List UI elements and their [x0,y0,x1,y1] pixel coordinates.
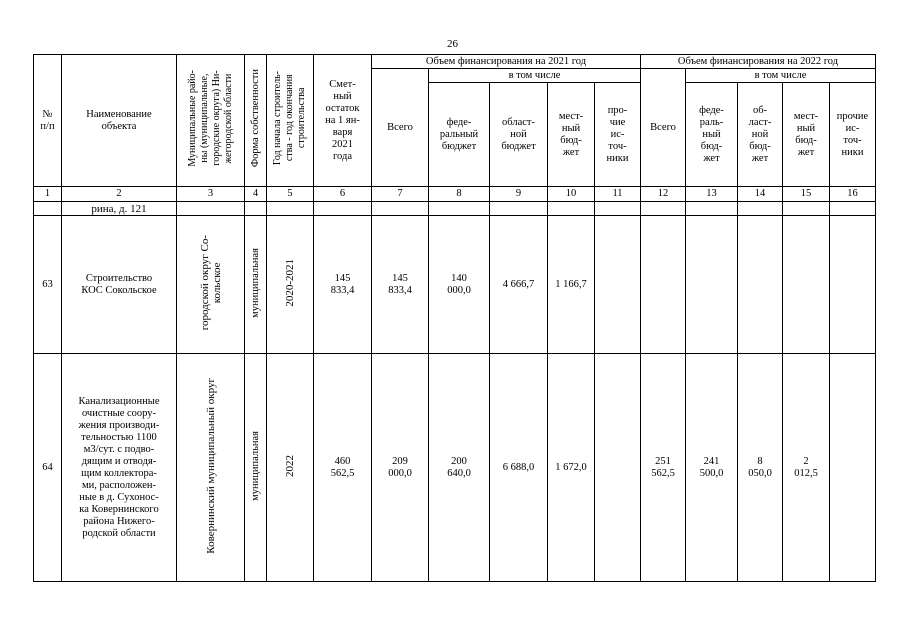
object-name: Канализационные очистные соору- жения производи- тельностью 1100 м3/сут. с подво- дящим и отводя- щим коллектора- ми, расположен- ные в д. Сухонос- ка Ковернинского района Нижего- родской области [62,354,177,582]
col-number: 7 [372,187,429,202]
local-2022 [783,216,830,354]
local-2021: 1 672,0 [548,354,595,582]
header-total-2021: Всего [372,69,429,187]
regional-2021: 6 688,0 [490,354,548,582]
col-number: 14 [738,187,783,202]
header-fin-2022: Объем финансирования на 2022 год [641,55,876,69]
header-ownership: Форма собственности [245,55,267,187]
col-number: 3 [177,187,245,202]
header-oth-2022: прочие ис- точ- ники [830,83,876,187]
regional-2021: 4 666,7 [490,216,548,354]
header-loc-2021: мест- ный бюд- жет [548,83,595,187]
local-2021: 1 166,7 [548,216,595,354]
col-number: 12 [641,187,686,202]
table-row [34,354,876,582]
total-2022 [641,216,686,354]
other-2021 [595,216,641,354]
object-name: Строительство КОС Сокольское [62,216,177,354]
federal-2022 [686,216,738,354]
page-number: 26 [447,38,458,50]
header-oth-2021: про- чие ис- точ- ники [595,83,641,187]
row-number: 64 [34,354,62,582]
total-2021: 145 833,4 [372,216,429,354]
header-incl-2022: в том числе [686,69,876,83]
table-row [34,216,876,354]
federal-2021: 200 640,0 [429,354,490,582]
total-2022: 251 562,5 [641,354,686,582]
ownership: муниципальная [245,216,267,354]
local-2022: 2 012,5 [783,354,830,582]
continuation-text: рина, д. 121 [62,202,177,216]
regional-2022 [738,216,783,354]
federal-2021: 140 000,0 [429,216,490,354]
header-years: Год начала строитель- ства - год окончания строительства [267,55,314,187]
district: Ковернинский муниципальный округ [177,354,245,582]
header-reg-2021: област- ной бюджет [490,83,548,187]
col-number: 10 [548,187,595,202]
header-estimate: Смет- ный остаток на 1 ян- варя 2021 года [314,55,372,187]
other-2021 [595,354,641,582]
col-number: 13 [686,187,738,202]
other-2022 [830,216,876,354]
col-number: 9 [490,187,548,202]
estimate: 460 562,5 [314,354,372,582]
header-district: Муниципальные райо- ны (муниципальные, городские округа) Ни- жегородской области [177,55,245,187]
ownership: муниципальная [245,354,267,582]
regional-2022: 8 050,0 [738,354,783,582]
header-loc-2022: мест- ный бюд- жет [783,83,830,187]
header-incl-2021: в том числе [429,69,641,83]
total-2021: 209 000,0 [372,354,429,582]
header-num: № п/п [34,55,62,187]
column-numbers-row [34,187,876,202]
years: 2022 [267,354,314,582]
federal-2022: 241 500,0 [686,354,738,582]
financing-table [33,54,876,582]
col-number: 11 [595,187,641,202]
col-number: 5 [267,187,314,202]
header-fed-2022: феде- раль- ный бюд- жет [686,83,738,187]
header-name: Наименование объекта [62,55,177,187]
col-number: 15 [783,187,830,202]
col-number: 8 [429,187,490,202]
row-number: 63 [34,216,62,354]
col-number: 4 [245,187,267,202]
col-number: 2 [62,187,177,202]
header-total-2022: Всего [641,69,686,187]
col-number: 1 [34,187,62,202]
district: городской округ Со- кольское [177,216,245,354]
header-fed-2021: феде- ральный бюджет [429,83,490,187]
header-fin-2021: Объем финансирования на 2021 год [372,55,641,69]
estimate: 145 833,4 [314,216,372,354]
continuation-row [34,202,876,216]
years: 2020-2021 [267,216,314,354]
other-2022 [830,354,876,582]
col-number: 16 [830,187,876,202]
header-reg-2022: об- ласт- ной бюд- жет [738,83,783,187]
col-number: 6 [314,187,372,202]
